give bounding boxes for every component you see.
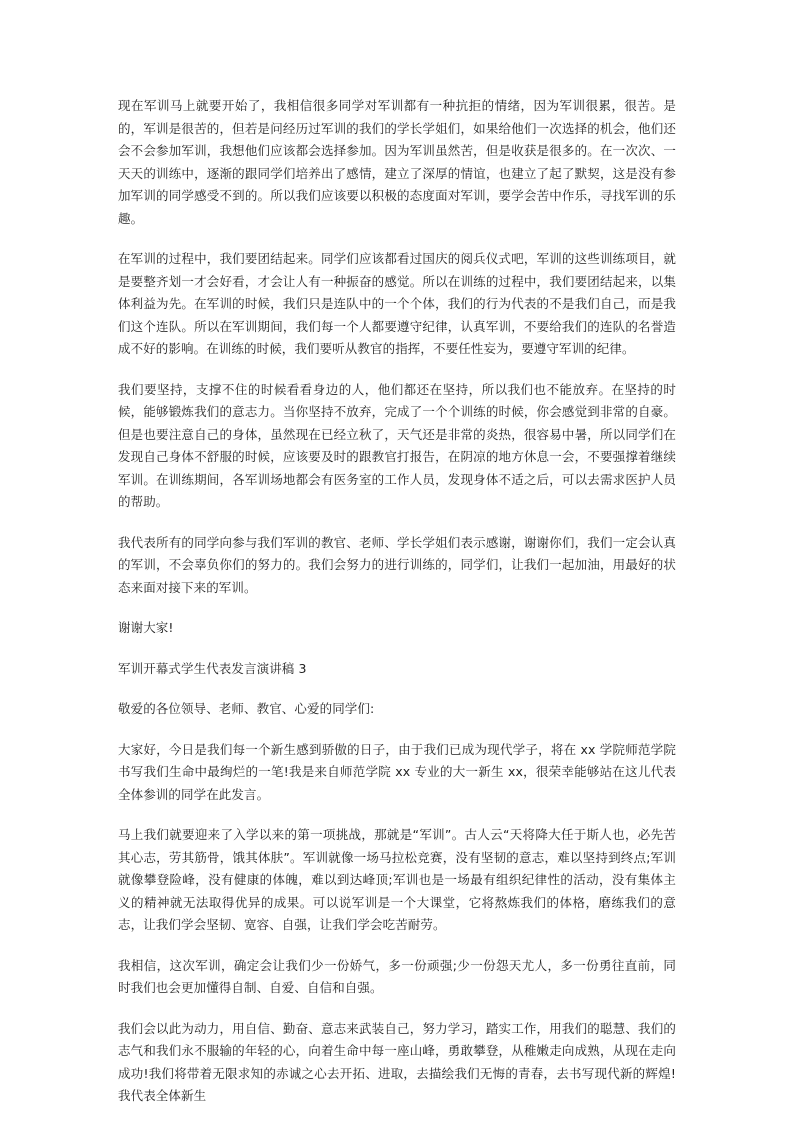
- salutation: 敬爱的各位领导、老师、教官、心爱的同学们:: [118, 701, 375, 716]
- closing-thanks: 谢谢大家!: [118, 620, 174, 635]
- paragraph-5: 大家好，今日是我们每一个新生感到骄傲的日子，由于我们已成为现代学子，将在 xx 学院师范学院书写我们生命中最绚烂的一笔!我是来自师范学院 xx 专业的大一新生 xx，很荣幸能够站在这儿代表全体参训的同学在此发言。: [118, 741, 676, 802]
- paragraph-1: 现在军训马上就要开始了，我相信很多同学对军训都有一种抗拒的情绪，因为军训很累，很苦。是的，军训是很苦的，但若是问经历过军训的我们的学长学姐们，如果给他们一次选择的机会，他们还会不会参加军训，我想他们应该都会选择参加。因为军训虽然苦，但是收获是很多的。在一次次、一天天的训练中，逐渐的跟同学们培养出了感情，建立了深厚的情谊，也建立了起了默契，这是没有参加军训的同学感受不到的。所以我们应该要以积极的态度面对军训，要学会苦中作乐，寻找军训的乐趣。: [118, 98, 676, 226]
- paragraph-2: 在军训的过程中，我们要团结起来。同学们应该都看过国庆的阅兵仪式吧，军训的这些训练项目，就是要整齐划一才会好看，才会让人有一种振奋的感觉。所以在训练的过程中，我们要团结起来，以集体利益为先。在军训的时候，我们只是连队中的一个个体，我们的行为代表的不是我们自己，而是我们这个连队。所以在军训期间，我们每一个人都要遵守纪律，认真军训，不要给我们的连队的名誉造成不好的影响。在训练的时候，我们要听从教官的指挥，不要任性妄为，要遵守军训的纪律。: [118, 251, 676, 356]
- paragraph-6: 马上我们就要迎来了入学以来的第一项挑战，那就是“军训”。古人云“天将降大任于斯人也，必先苦其心志，劳其筋骨，饿其体肤”。军训就像一场马拉松竞赛，没有坚韧的意志，难以坚持到终点;军训就像攀登险峰，没有健康的体魄，难以到达峰顶;军训也是一场最有组织纪律性的活动，没有集体主义的精神就无法取得优异的成果。可以说军训是一个大课堂，它将熬炼我们的体格，磨练我们的意志，让我们学会坚韧、宽容、自强，让我们学会吃苦耐劳。: [118, 827, 676, 932]
- paragraph-4: 我代表所有的同学向参与我们军训的教官、老师、学长学姐们表示感谢，谢谢你们，我们一定会认真的军训，不会辜负你们的努力的。我们会努力的进行训练的，同学们，让我们一起加油，用最好的状态来面对接下来的军训。: [118, 534, 676, 595]
- paragraph-7: 我相信，这次军训，确定会让我们少一份娇气，多一份顽强;少一份怨天尤人，多一份勇往直前，同时我们也会更加懂得自制、自爱、自信和自强。: [118, 957, 676, 995]
- paragraph-8: 我们会以此为动力，用自信、勤奋、意志来武装自己，努力学习，踏实工作，用我们的聪慧、我们的志气和我们永不服输的年轻的心，向着生命中每一座山峰，勇敢攀登，从稚嫩走向成熟，从现在走向成功!我们将带着无限求知的赤诚之心去开拓、进取，去描绘我们无悔的青春，去书写现代新的辉煌!我代表全体新生: [118, 1020, 676, 1103]
- document-page: [118, 95, 676, 1126]
- section-title: 军训开幕式学生代表发言演讲稿 3: [118, 660, 307, 676]
- paragraph-3: 我们要坚持，支撑不住的时候看看身边的人，他们都还在坚持，所以我们也不能放弃。在坚持的时候，能够锻炼我们的意志力。当你坚持不放弃，完成了一个个训练的时候，你会感觉到非常的自豪。但是也要注意自己的身体，虽然现在已经立秋了，天气还是非常的炎热，很容易中暑，所以同学们在发现自己身体不舒服的时候，应该要及时的跟教官打报告，在阴凉的地方休息一会，不要强撑着继续军训。在训练期间，各军训场地都会有医务室的工作人员，发现身体不适之后，可以去需求医护人员的帮助。: [118, 381, 676, 509]
